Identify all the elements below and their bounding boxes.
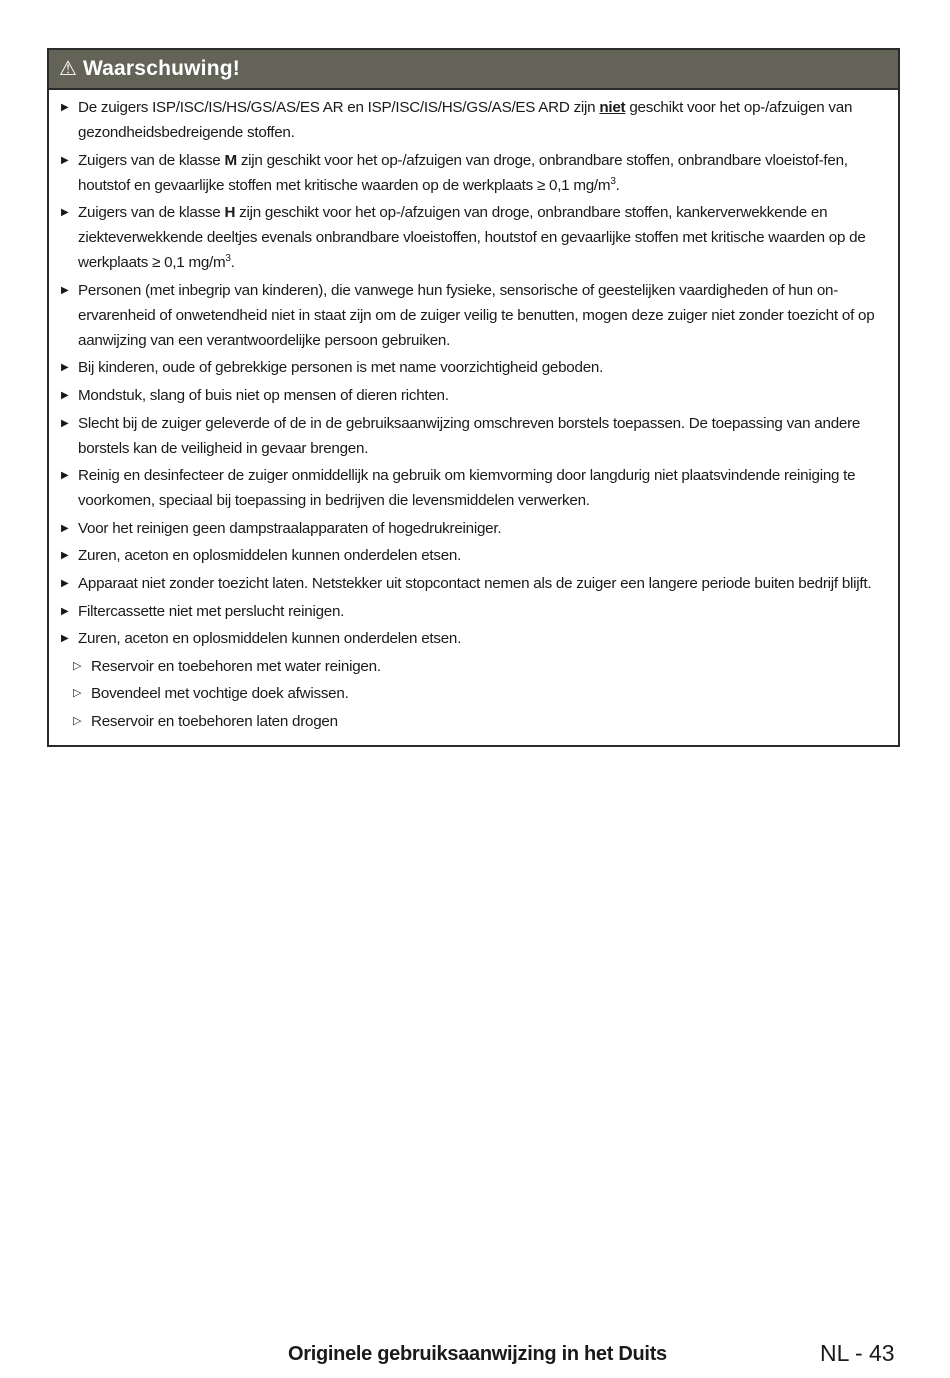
page-number: NL - 43: [820, 1340, 895, 1366]
bullet-arrow-icon: ▶: [61, 550, 69, 562]
bullet-arrow-icon: ▶: [61, 633, 69, 645]
list-item: ▶ Bij kinderen, oude of gebrekkige personen is met name voorzichtigheid geboden.: [61, 355, 886, 380]
list-item: ▶ Zuigers van de klasse M zijn geschikt voor het op-/afzuigen van droge, onbrandbare stoffen, onbrandbare vloeistof-fen, houtstof en gevaarlijke stoffen met kritische waarden op de werkplaats ≥ 0,1 $mg/m^3$.: [61, 148, 886, 198]
bullet-outline-arrow-icon: ▷: [73, 687, 82, 700]
list-item: ▶ Slecht bij de zuiger geleverde of de in de gebruiksaanwijzing omschreven borstels toepassen. De toepassing van andere borstels kan de veiligheid in gevaar brengen.: [61, 411, 886, 461]
bullet-arrow-icon: ▶: [61, 154, 69, 166]
list-item: ▶ Apparaat niet zonder toezicht laten. Netstekker uit stopcontact nemen als de zuiger een langere periode buiten bedrijf blijft.: [61, 571, 886, 596]
list-item: ▶ De zuigers ISP/ISC/IS/HS/GS/AS/ES AR en ISP/ISC/IS/HS/GS/AS/ES ARD zijn niet geschikt voor het op-/afzuigen van gezondheidsbedreigende stoffen.: [61, 95, 886, 145]
list-item: ▶ Voor het reinigen geen dampstraalapparaten of hogedrukreiniger.: [61, 516, 886, 541]
bullet-arrow-icon: ▶: [61, 284, 69, 296]
warning-box: [47, 48, 900, 747]
emphasis-niet: niet: [599, 99, 626, 116]
sub-list-item: ▷ Reservoir en toebehoren laten drogen: [61, 709, 886, 734]
list-item: ▶ Personen (met inbegrip van kinderen), die vanwege hun fysieke, sensorische of geestelijken vaardigheden of hun on-ervarenheid of onwetendheid niet in staat zijn om de zuiger veilig te benutten, mogen deze zuiger niet zonder toezicht of op aanwijzing van een verantwoordelijke persoon gebruiken.: [61, 278, 886, 353]
warning-triangle-icon: ⚠: [59, 58, 77, 80]
sub-list-item: ▷ Reservoir en toebehoren met water reinigen.: [61, 654, 886, 679]
sub-list-item: ▷ Bovendeel met vochtige doek afwissen.: [61, 681, 886, 706]
bullet-outline-arrow-icon: ▷: [73, 659, 82, 672]
bullet-arrow-icon: ▶: [61, 362, 69, 374]
warning-list: [49, 90, 898, 745]
list-item: ▶ Mondstuk, slang of buis niet op mensen of dieren richten.: [61, 383, 886, 408]
warning-title: Waarschuwing!: [82, 57, 240, 80]
class-h-label: H: [224, 204, 236, 222]
warning-header: [49, 50, 898, 90]
bullet-outline-arrow-icon: ▷: [73, 714, 82, 727]
bullet-arrow-icon: ▶: [61, 207, 69, 219]
bullet-arrow-icon: ▶: [61, 102, 69, 113]
bullet-arrow-icon: ▶: [61, 522, 69, 534]
list-item: ▶ Zuren, aceton en oplosmiddelen kunnen onderdelen etsen.: [61, 543, 886, 568]
list-item: ▶ Filtercassette niet met perslucht reinigen.: [61, 599, 886, 624]
list-item: ▶ Reinig en desinfecteer de zuiger onmiddellijk na gebruik om kiemvorming door langdurig niet plaatsvindende reiniging te voorkomen, speciaal bij toepassing in bedrijven die levensmiddelen verwerken.: [61, 463, 886, 513]
class-m-label: M: [224, 151, 237, 169]
bullet-arrow-icon: ▶: [61, 605, 69, 617]
bullet-arrow-icon: ▶: [61, 417, 69, 429]
bullet-arrow-icon: ▶: [61, 470, 69, 482]
list-item: ▶ Zuren, aceton en oplosmiddelen kunnen onderdelen etsen.: [61, 626, 886, 651]
list-item: ▶ Zuigers van de klasse H zijn geschikt voor het op-/afzuigen van droge, onbrandbare stoffen, kankerverwekkende en ziekteverwekkende deeltjes evenals onbrandbare vloeistoffen, houtstof en gevaarlijke stoffen met kritische waarden op de werkplaats ≥ 0,1 $mg/m^3$.: [61, 200, 886, 275]
bullet-arrow-icon: ▶: [61, 577, 69, 589]
footer-title: Originele gebruiksaanwijzing in het Duits: [288, 1343, 667, 1365]
bullet-arrow-icon: ▶: [61, 389, 69, 401]
